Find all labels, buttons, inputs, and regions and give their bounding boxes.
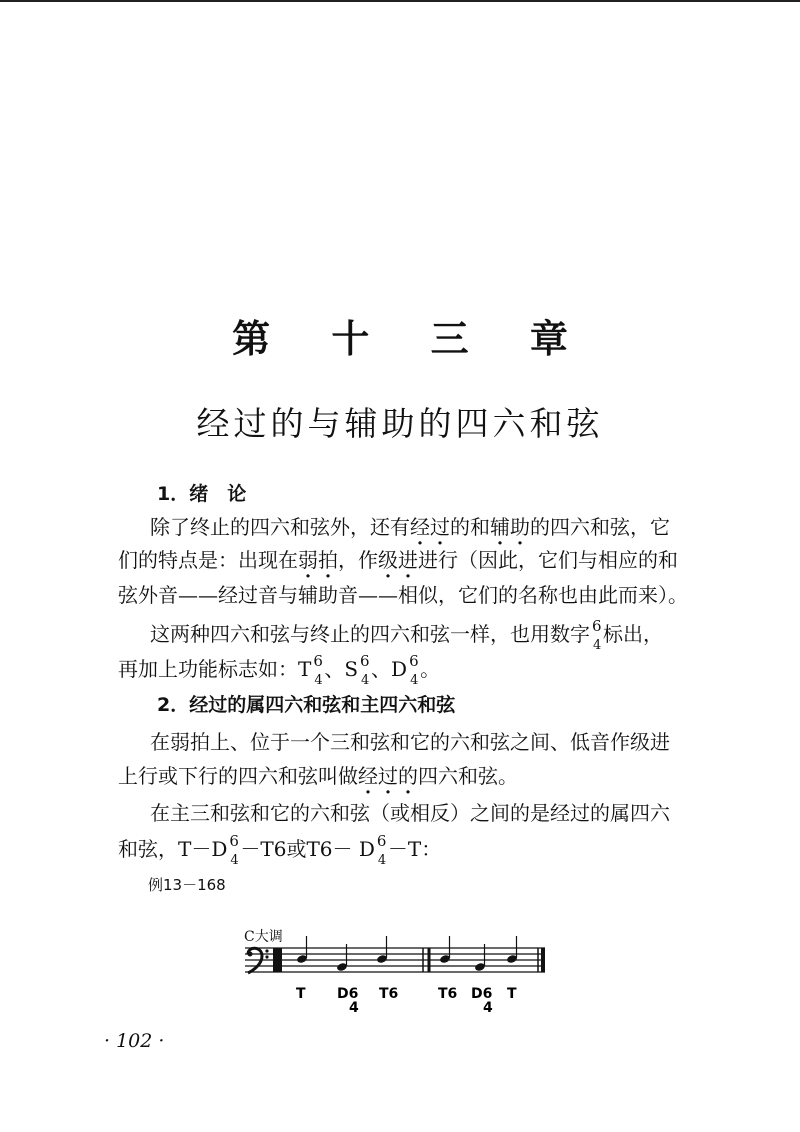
emphasized-char: 辅 [490, 515, 510, 539]
staff-lines [245, 948, 545, 972]
figure-six-four: 6 4 [376, 831, 387, 868]
emphasized-char: 助 [510, 515, 530, 539]
section-title: 经过的与辅助的四六和弦 [196, 404, 604, 443]
paragraph-line: 再加上功能标志如：T 6 4 、S 6 4 、D 6 4 。 [118, 651, 441, 688]
function-mark: D6 [337, 986, 359, 1002]
function-mark: T [507, 986, 517, 1002]
function-mark-sub: 4 [349, 1000, 359, 1016]
note-1 [296, 936, 308, 964]
paragraph-line: 在主三和弦和它的六和弦（或相反）之间的是经过的属四六 [150, 801, 670, 825]
paragraph-line: 弦外音——经过音与辅助音——相似，它们的名称也由此而来）。 [118, 583, 688, 607]
heading-passing-chords: 2．经过的属四六和弦和主四六和弦 [157, 694, 456, 716]
emphasized-char: 经 [358, 764, 378, 788]
paragraph-line: 在弱拍上、位于一个三和弦和它的六和弦之间、低音作级进 [150, 730, 670, 754]
paragraph-line: 们的特点是：出现在弱拍，作级进进行（因此，它们与相应的和 [118, 548, 678, 572]
function-mark: T6 [438, 986, 458, 1002]
paragraph-line: 上行或下行的四六和弦叫做经过的四六和弦。 [118, 764, 518, 788]
music-staff [240, 930, 560, 1020]
emphasized-char: 进 [398, 548, 418, 572]
figure-six-four: 6 4 [313, 651, 323, 688]
emphasized-char: 拍 [318, 548, 338, 572]
figure-six-four: 6 4 [409, 651, 419, 688]
note-4 [439, 936, 451, 964]
heading-introduction: 1．绪 论 [157, 483, 247, 505]
chapter-title: 第 十 三 章 [232, 317, 592, 361]
function-mark: T [296, 986, 306, 1002]
emphasized-char: 的 [398, 764, 418, 788]
time-signature-icon [273, 948, 282, 972]
figure-six-four: 6 4 [592, 616, 602, 653]
example-label: 例13－168 [148, 876, 226, 894]
note-3 [376, 936, 388, 964]
paragraph-line: 这两种四六和弦与终止的四六和弦一样，也用数字 6 4 标出， [150, 616, 663, 653]
paragraph-line: 除了终止的四六和弦外，还有经过的和辅助的四六和弦，它 [150, 515, 670, 539]
paragraph-line: 和弦，T－D 6 4 －T6或T6－ D 6 4 －T： [118, 831, 442, 868]
figure-six-four: 6 4 [229, 831, 239, 868]
key-label: C大调 [244, 929, 283, 945]
emphasized-char: 过 [378, 764, 398, 788]
bass-clef-icon [248, 948, 269, 973]
top-rule [0, 0, 800, 2]
page-number: · 102 · [104, 1030, 165, 1052]
function-mark-sub: 4 [483, 1000, 493, 1016]
emphasized-char: 经 [410, 515, 430, 539]
note-6 [506, 936, 518, 964]
function-mark: D6 [471, 986, 493, 1002]
emphasized-char: 弱 [298, 548, 318, 572]
emphasized-char: 过 [430, 515, 450, 539]
figure-six-four: 6 4 [360, 651, 370, 688]
function-mark: T6 [379, 986, 399, 1002]
emphasized-char: 级 [378, 548, 398, 572]
